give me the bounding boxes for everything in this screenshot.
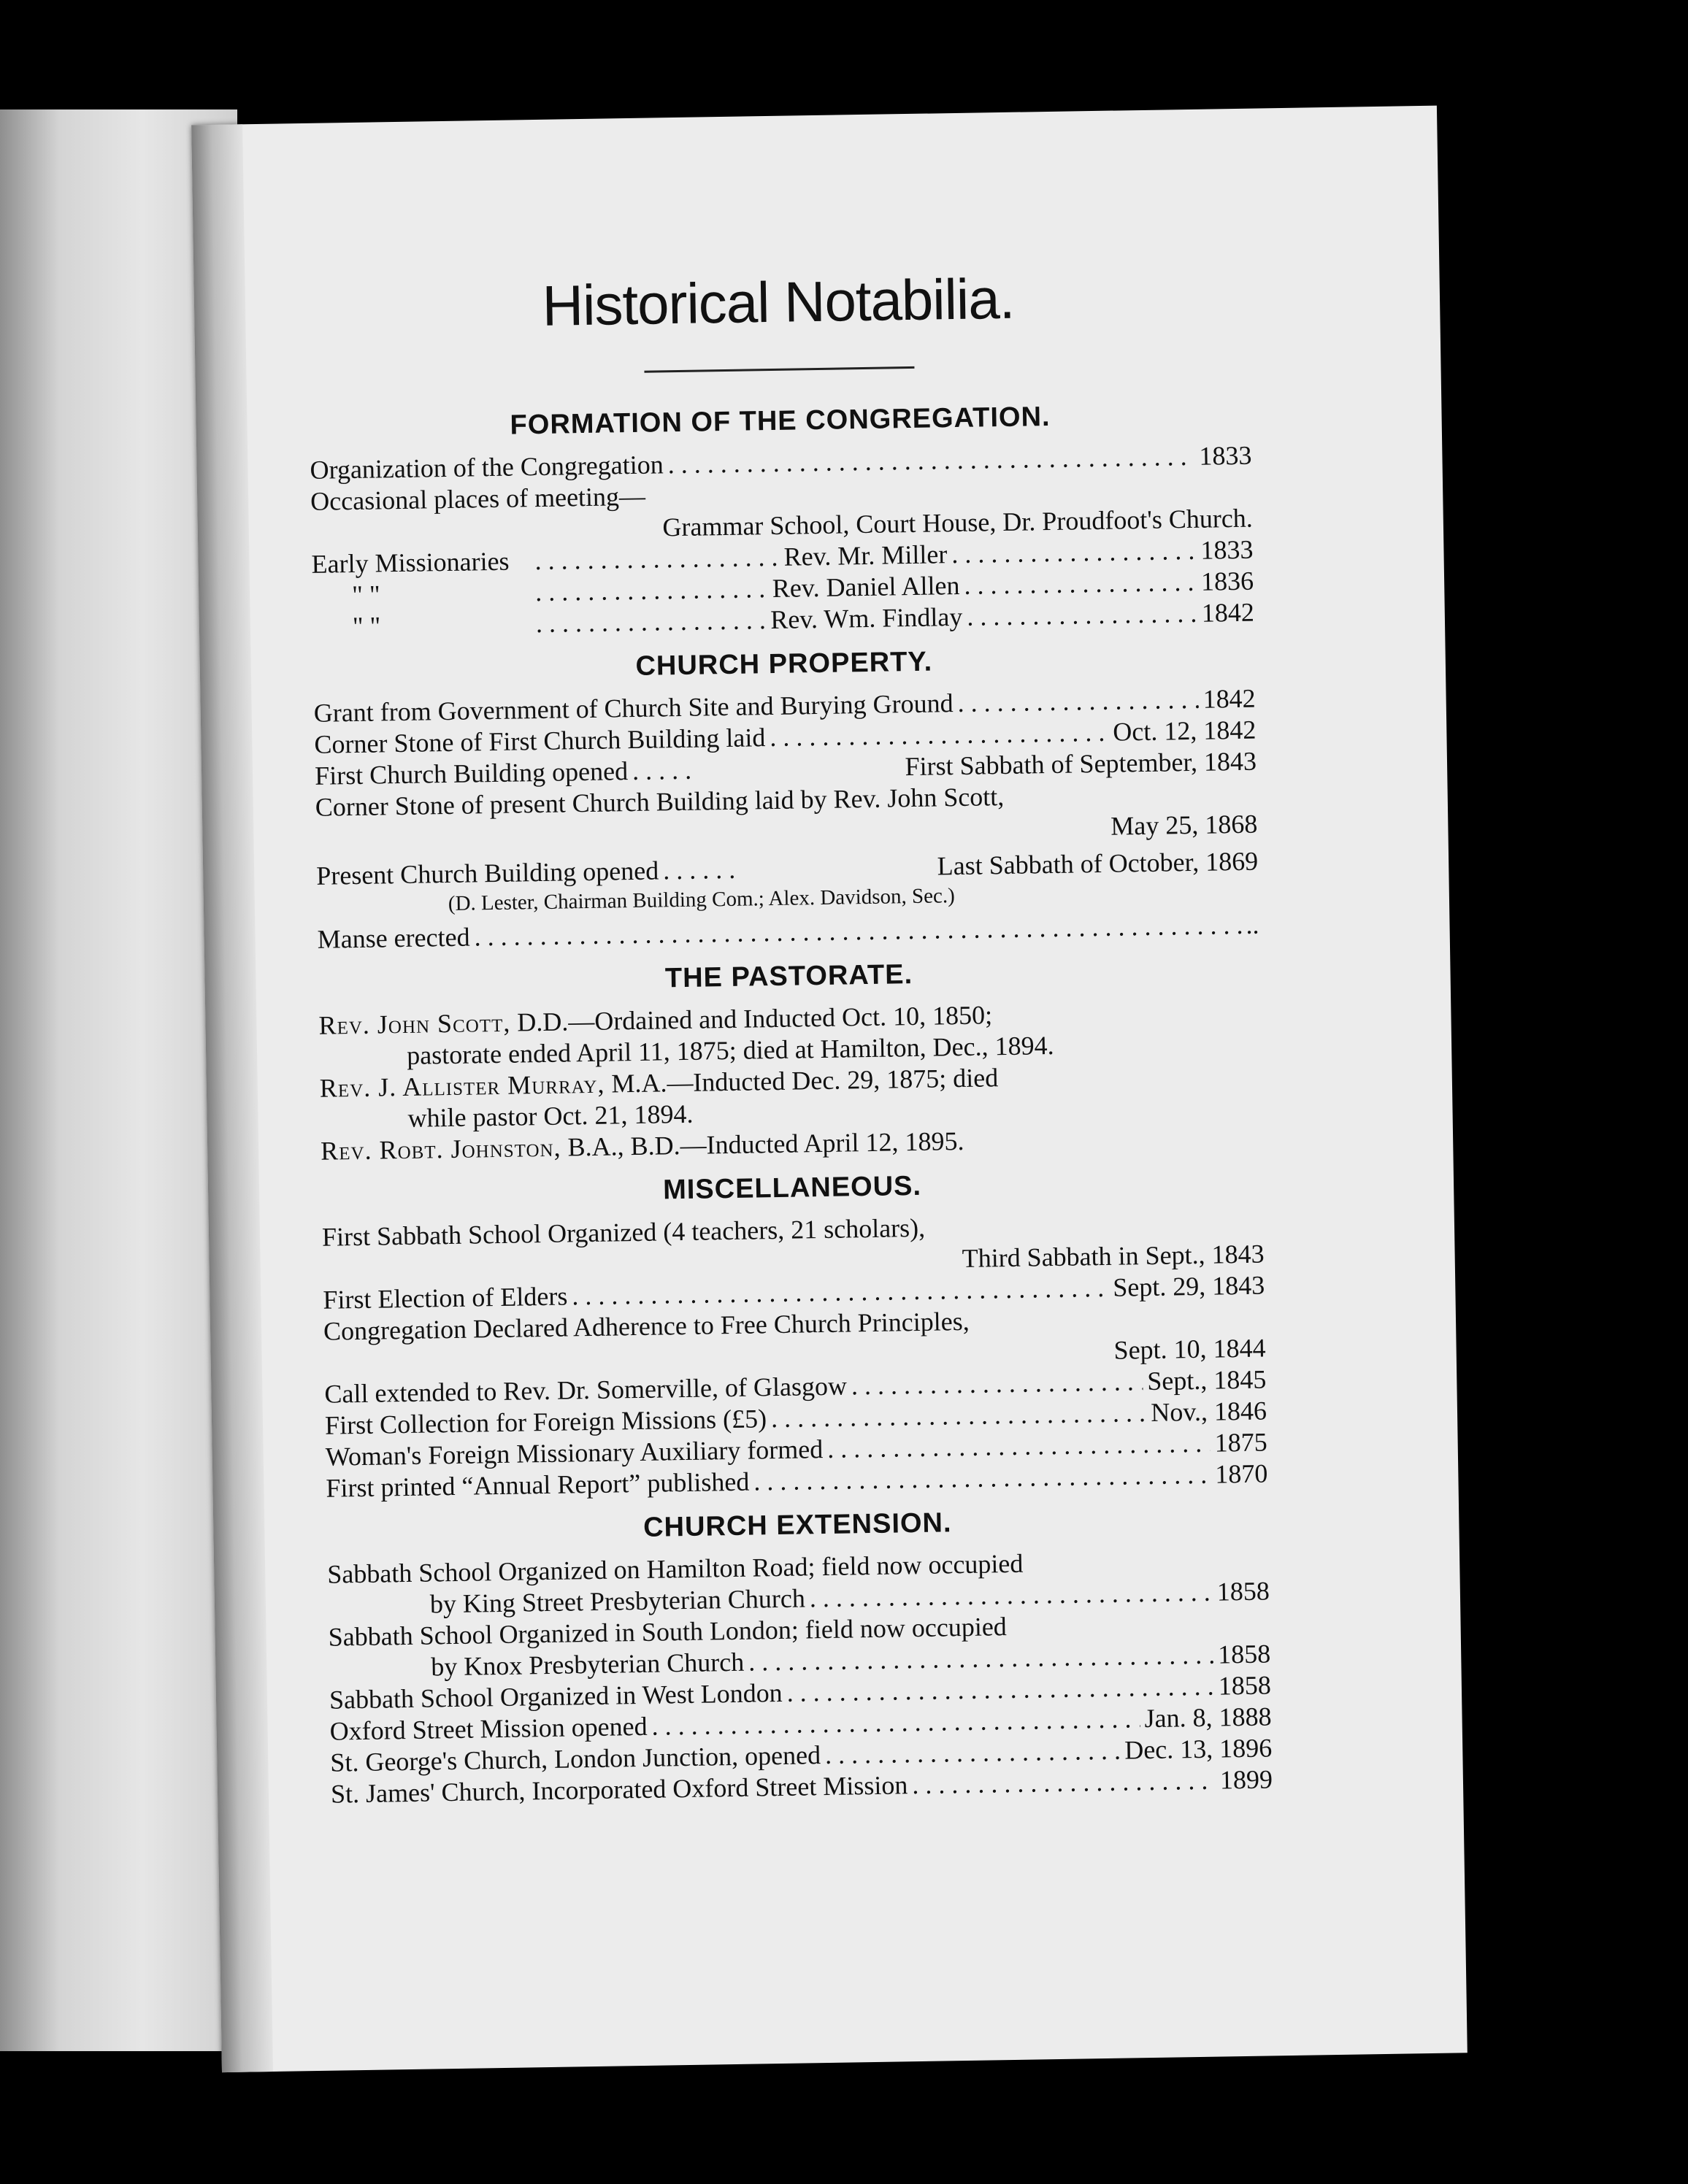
pastor-entry: Rev. J. Allister Murray, M.A.—Inducted Dec. 29, 1875; died while pastor Oct. 21, 1894.: [319, 1063, 999, 1133]
entry-corner-stone-present-date: May 25, 1868: [1110, 809, 1258, 841]
entry-organization: Organization of the Congregation . . . 1833: [310, 440, 1252, 486]
entry-sabbath-school-date: Third Sabbath in Sept., 1843: [962, 1239, 1265, 1274]
entry-west-london: Sabbath School Organized in West London . . . 1858: [329, 1669, 1272, 1715]
section-heading: MISCELLANEOUS.: [662, 1170, 922, 1206]
section-pastorate: [318, 954, 1262, 1167]
pastor-entry: Rev. John Scott, D.D.—Ordained and Inducted Oct. 10, 1850; pastorate ended April 11, 1875; died at Hamilton, Dec., 1894.: [318, 1000, 1054, 1070]
book-page: [191, 106, 1468, 2072]
entry-elders: First Election of Elders . . . Sept. 29, 1843: [323, 1270, 1265, 1316]
entry-adherence: Congregation Declared Adherence to Free Church Principles,: [323, 1306, 970, 1346]
entry-missionary: " " . . . Rev. Wm. Findlay . . . 1842: [312, 597, 1255, 643]
entry-corner-stone-first: Corner Stone of First Church Building laid . . . Oct. 12, 1842: [314, 715, 1257, 761]
entry-annual-report: First printed “Annual Report” published . . . 1870: [326, 1458, 1268, 1504]
page-title: Historical Notabilia.: [542, 266, 1015, 338]
entry-present-building-opened: Present Church Building opened . . . Last Sabbath of October, 1869: [316, 846, 1259, 892]
entry-hamilton-road: Sabbath School Organized on Hamilton Road; field now occupied: [326, 1548, 1024, 1589]
section-heading: THE PASTORATE.: [664, 959, 913, 994]
entry-st-georges: St. George's Church, London Junction, opened . . . Dec. 13, 1896: [330, 1732, 1273, 1778]
entry-call: Call extended to Rev. Dr. Somerville, of Glasgow . . . Sept., 1845: [324, 1364, 1267, 1410]
entry-corner-stone-present: Corner Stone of present Church Building laid by Rev. John Scott,: [315, 782, 1005, 822]
entry-st-james: St. James' Church, Incorporated Oxford Street Mission . . . 1899: [331, 1764, 1273, 1810]
page-content: [307, 262, 1273, 1823]
entry-places-label: Occasional places of meeting—: [310, 481, 646, 516]
entry-adherence-date: Sept. 10, 1844: [1113, 1333, 1266, 1365]
entry-oxford-street: Oxford Street Mission opened . . . Jan. 8, 1888: [329, 1701, 1272, 1747]
title-rule: [644, 366, 914, 373]
section-heading: CHURCH PROPERTY.: [635, 646, 933, 682]
section-heading: FORMATION OF THE CONGREGATION.: [510, 401, 1051, 441]
entry-missionary: " " . . . Rev. Daniel Allen . . . 1836: [312, 566, 1254, 612]
entry-missionary: Early Missionaries . . . Rev. Mr. Miller . . . 1833: [311, 534, 1254, 580]
entry-womans-auxiliary: Woman's Foreign Missionary Auxiliary formed . . . 1875: [325, 1426, 1267, 1472]
section-miscellaneous: [321, 1166, 1268, 1504]
entry-south-london: Sabbath School Organized in South London; field now occupied: [328, 1612, 1008, 1652]
section-church-extension: [326, 1502, 1273, 1810]
section-formation: [309, 399, 1254, 643]
entry-hamilton-road-cont: by King Street Presbyterian Church . . . 1858: [328, 1575, 1270, 1621]
entry-sabbath-school: First Sabbath School Organized (4 teachers, 21 scholars),: [321, 1212, 926, 1252]
entry-grant: Grant from Government of Church Site and Burying Ground . . . 1842: [313, 683, 1256, 729]
section-property: [313, 642, 1259, 956]
entry-first-building-opened: First Church Building opened . . . First Sabbath of September, 1843: [315, 746, 1257, 792]
section-heading: CHURCH EXTENSION.: [642, 1507, 952, 1543]
entry-collection: First Collection for Foreign Missions (£5) . . . Nov., 1846: [325, 1395, 1267, 1441]
entry-south-london-cont: by Knox Presbyterian Church . . . 1858: [329, 1638, 1271, 1684]
entry-manse: Manse erected . . . ..: [317, 910, 1259, 956]
entry-places-list: Grammar School, Court House, Dr. Proudfoot's Church.: [662, 503, 1254, 542]
pastor-entry: Rev. Robt. Johnston, B.A., B.D.—Inducted April 12, 1895.: [320, 1126, 964, 1166]
entry-building-committee-note: (D. Lester, Chairman Building Com.; Alex. Davidson, Sec.): [448, 884, 956, 916]
